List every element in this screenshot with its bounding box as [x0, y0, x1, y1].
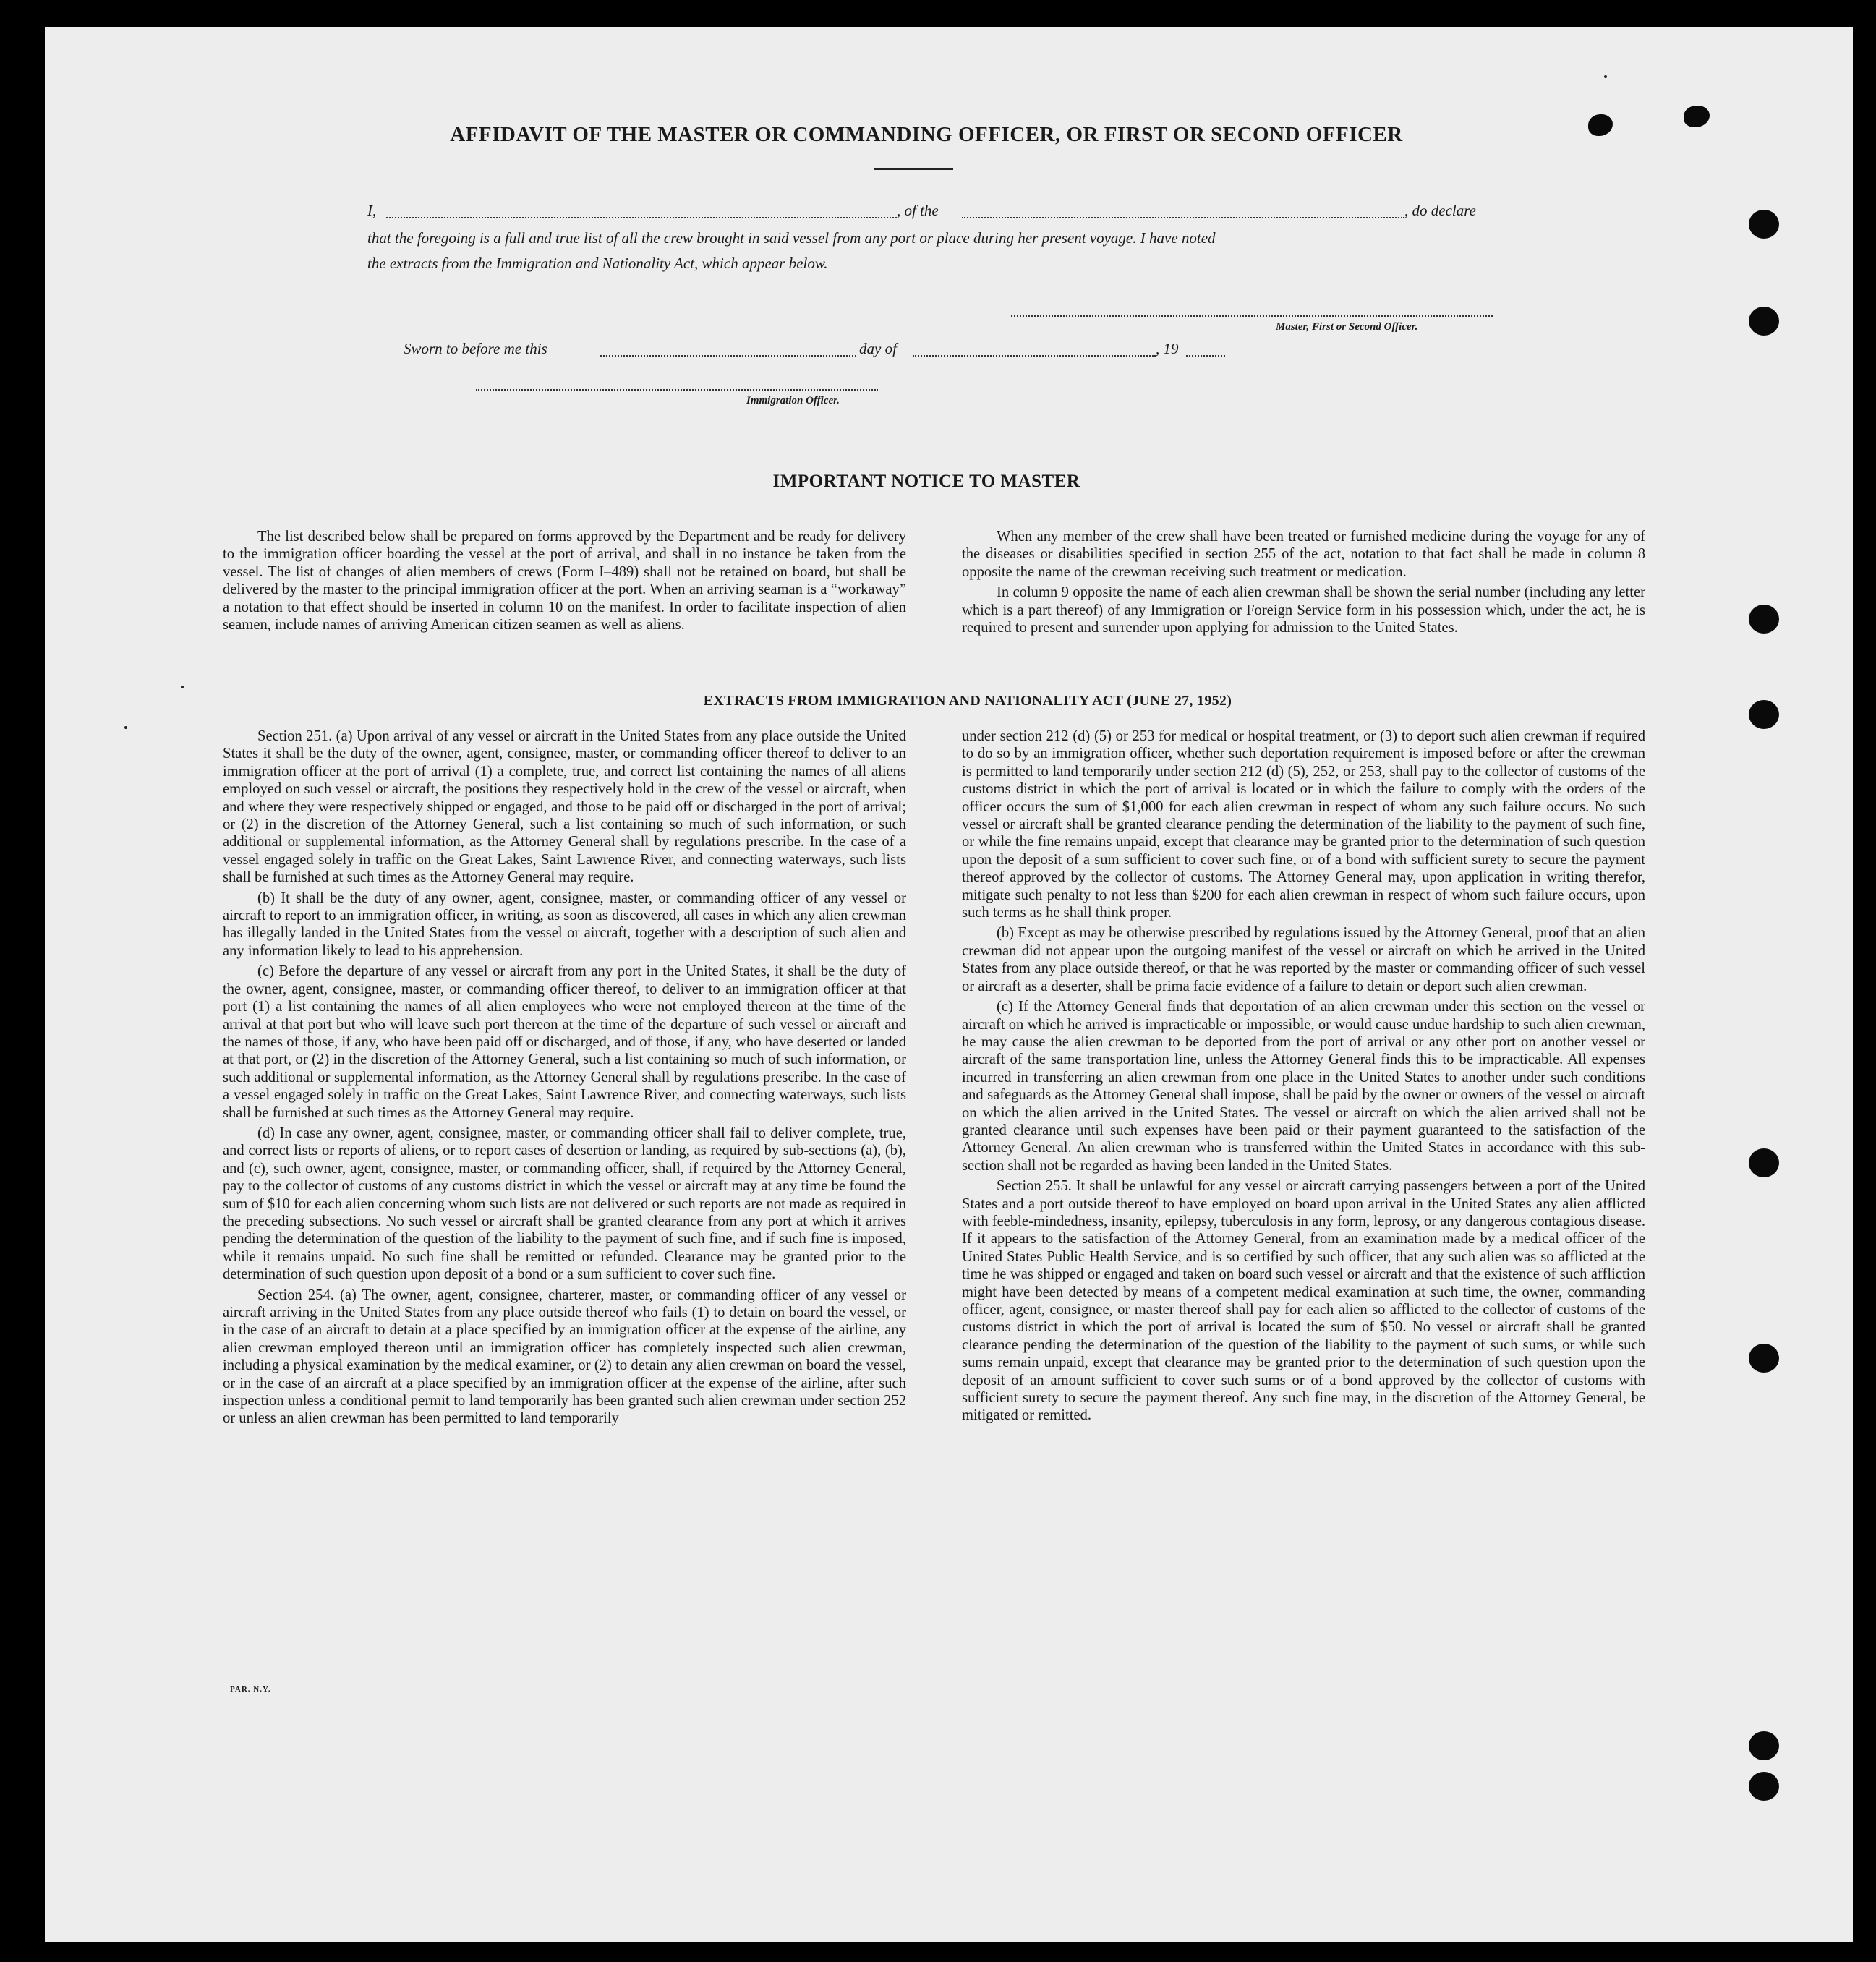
- punch-hole: [1749, 1772, 1779, 1801]
- printer-mark: PAR. N.Y.: [230, 1685, 271, 1694]
- vessel-blank[interactable]: [962, 217, 1404, 218]
- speck: [1604, 75, 1607, 78]
- sworn-before-me: Sworn to before me this: [404, 340, 547, 357]
- sworn-day-blank[interactable]: [600, 355, 856, 357]
- notice-left-column: [223, 528, 906, 636]
- section-254-a-continued: under section 212 (d) (5) or 253 for medical or hospital treatment, or (3) to deport such alien crewman if required to do so by an immigration officer, whether such deportation requirement is imposed before or after the crewman is permitted to land temporarily under section 212 (d) (5), 252, or 253, shall pay to the collector of customs of the customs district in which the port of arrival is located or in which the failure to comply with the orders of the officer occurs the sum of $1,000 for each alien crewman in respect of whom any such failure occurs. No such vessel or aircraft shall be granted clearance pending the determination of the liability to the payment of such fine, or while the fine remains unpaid, except that clearance may be granted prior to the determination of such question upon the deposit of a sum sufficient to cover such fine, or of a bond with sufficient surety to secure the payment thereof approved by the collector of customs. The Attorney General may, upon application in writing therefor, mitigate such penalty to not less than $200 for each alien crewman in respect of whom such failure occurs, upon such terms as he shall think proper.: [962, 728, 1645, 921]
- master-signature-line[interactable]: [1011, 315, 1493, 317]
- section-251-a: Section 251. (a) Upon arrival of any vessel or aircraft in the United States from any place outside the United States it shall be the duty of the owner, agent, consignee, master, or commanding officer thereof to deliver to an immigration officer at the port of arrival (1) a complete, true, and correct list containing the names of all aliens employed on such vessel or aircraft, the positions they respectively hold in the crew of the vessel or aircraft, when and where they were respectively shipped or engaged, and those to be paid off or discharged in the port of arrival; or (2) in the discretion of the Attorney General, such a list containing so much of such information, or such additional or supplemental information, as the Attorney General shall by regulations prescribe. In the case of a vessel engaged solely in traffic on the Great Lakes, Saint Lawrence River, and connecting waterways, such lists shall be furnished at such times as the Attorney General may require.: [223, 728, 906, 886]
- immigration-officer-line[interactable]: [476, 389, 878, 391]
- punch-hole: [1749, 1344, 1779, 1373]
- extracts-title: EXTRACTS FROM IMMIGRATION AND NATIONALITY ACT (JUNE 27, 1952): [703, 693, 1232, 709]
- speck: [181, 686, 184, 688]
- declaration-of-the: , of the: [897, 202, 939, 219]
- punch-hole: [1749, 605, 1779, 634]
- extracts-right-column: [962, 728, 1645, 1428]
- sworn-month-blank[interactable]: [913, 355, 1156, 357]
- notice-right-paragraph-2: In column 9 opposite the name of each alien crewman shall be shown the serial number (including any letter which is a part thereof) of any Immigration or Foreign Service form in his possession which, under the act, he is required to present and surrender upon applying for admission to the United States.: [962, 584, 1645, 636]
- punch-hole: [1749, 210, 1779, 239]
- sworn-year-blank[interactable]: [1186, 355, 1225, 357]
- section-254-a: Section 254. (a) The owner, agent, consignee, charterer, master, or commanding officer of any vessel or aircraft arriving in the United States from any place outside thereof who fails (1) to detain on board the vessel, or in the case of an aircraft to detain at a place specified by an immigration officer at the expense of the airline, any alien crewman employed thereon until an immigration officer has completely inspected such alien crewman, including a physical examination by the medical examiner, or (2) to detain any alien crewman on board the vessel, or in the case of an aircraft at a place specified by an immigration officer at the expense of the airline, after such inspection unless a conditional permit to land temporarily has been granted such alien crewman under section 252 or unless an alien crewman has been permitted to land temporarily: [223, 1287, 906, 1427]
- speck: [124, 726, 127, 729]
- section-255: Section 255. It shall be unlawful for any vessel or aircraft carrying passengers between a port of the United States and a port outside thereof to have employed on board upon arrival in the United States any alien afflicted with feeble-mindedness, insanity, epilepsy, tuberculosis in any form, leprosy, or any dangerous contagious disease. If it appears to the satisfaction of the Attorney General, from an examination made by a medical officer of the United States Public Health Service, and is so certified by such officer, that any such alien was so afflicted at the time he was shipped or engaged and taken on board such vessel or aircraft and that the existence of such affliction might have been detected by means of a competent medical examination at such time, the owner, commanding officer, agent, consignee, or master thereof shall pay for each alien so afflicted to the collector of customs of the customs district in which the port of arrival is located the sum of $50. No vessel or aircraft shall be granted clearance pending the determination of the question of the liability to the payment of such sums, or while such sums remain unpaid, except that clearance may be granted prior to the determination of such question upon the deposit of an amount sufficient to cover such sums or of a bond approved by the collector of customs with sufficient surety to secure the payment thereof. Any such fine may, in the discretion of the Attorney General, be mitigated or remitted.: [962, 1178, 1645, 1424]
- section-254-c: (c) If the Attorney General finds that deportation of an alien crewman under this section on the vessel or aircraft on which he arrived is impracticable or impossible, or would cause undue hardship to such alien crewman, he may cause the alien crewman to be deported from the port of arrival or any other port on another vessel or aircraft of the same transportation line, unless the Attorney General finds this to be impracticable. All expenses incurred in transferring an alien crewman from one place in the United States to another under such conditions and safeguards as the Attorney General shall impose, shall be paid by the owner or owners of the vessel or aircraft on which the alien arrived in the United States. The vessel or aircraft on which the alien arrived shall not be granted clearance until such expenses have been paid or their payment guaranteed to the satisfaction of the Attorney General. An alien crewman who is transferred within the United States in accordance with this sub-section shall not be regarded as having been landed in the United States.: [962, 999, 1645, 1174]
- section-251-b: (b) It shall be the duty of any owner, agent, consignee, master, or commanding officer of any vessel or aircraft to report to an immigration officer, in writing, as soon as discovered, all cases in which any alien crewman has illegally landed in the United States from the vessel or aircraft, together with a description of such alien and any information likely to lead to his apprehension.: [223, 890, 906, 959]
- declaration-line-2: that the foregoing is a full and true list of all the crew brought in said vessel from any port or place during her present voyage. I have noted: [367, 229, 1216, 247]
- punch-hole: [1749, 1731, 1779, 1760]
- immigration-officer-caption: Immigration Officer.: [746, 395, 840, 406]
- sworn-day-of: day of: [859, 340, 897, 357]
- notice-right-paragraph-1: When any member of the crew shall have been treated or furnished medicine during the voyage for any of the diseases or disabilities specified in section 255 of the act, notation to that fact shall be made in column 8 opposite the name of the crewman receiving such treatment or medication.: [962, 529, 1645, 580]
- extracts-left-column: [223, 728, 906, 1430]
- declaration-do-declare: , do declare: [1404, 202, 1476, 219]
- master-signature-caption: Master, First or Second Officer.: [1276, 321, 1418, 333]
- affidavit-title: AFFIDAVIT OF THE MASTER OR COMMANDING OFFICER, OR FIRST OR SECOND OFFICER: [450, 123, 1403, 146]
- notice-left-paragraph: The list described below shall be prepared on forms approved by the Department and be ready for delivery to the immigration officer boarding the vessel at the port of arrival, and shall in no instance be taken from the vessel. The list of changes of alien members of crews (Form I–489) shall not be retained on board, but shall be delivered by the master to the principal immigration officer at the port. When an arriving seaman is a “workaway” a notation to that effect should be inserted in column 10 on the manifest. In order to facilitate inspection of alien seamen, include names of arriving American citizen seamen as well as aliens.: [223, 529, 906, 634]
- notice-title: IMPORTANT NOTICE TO MASTER: [772, 472, 1080, 491]
- punch-hole: [1749, 1148, 1779, 1177]
- declaration-line-3: the extracts from the Immigration and Nationality Act, which appear below.: [367, 255, 828, 272]
- declaration-i: I,: [367, 202, 377, 219]
- punch-hole: [1749, 700, 1779, 729]
- notice-right-column: [962, 528, 1645, 639]
- name-blank[interactable]: [386, 217, 897, 218]
- section-254-b: (b) Except as may be otherwise prescribed by regulations issued by the Attorney General, proof that an alien crewman did not appear upon the outgoing manifest of the vessel or aircraft on which he arrived in the United States from any place outside thereof, or that he was reported by the master or commanding officer of such vessel or aircraft as a deserter, shall be prima facie evidence of a failure to detain or deport such alien crewman.: [962, 925, 1645, 994]
- title-rule: [874, 168, 953, 170]
- section-251-d: (d) In case any owner, agent, consignee, master, or commanding officer shall fail to deliver complete, true, and correct lists or reports of aliens, or to report cases of desertion or landing, as required by sub-sections (a), (b), and (c), such owner, agent, consignee, master, or commanding officer, shall, if required by the Attorney General, pay to the collector of customs of any customs district in which the vessel or aircraft may at any time be found the sum of $10 for each alien concerning whom such lists are not delivered or such reports are not made as required in the preceding subsections. No such vessel or aircraft shall be granted clearance from any port at which it arrives pending the determination of the question of the liability to the payment of such fine, and if such fine is imposed, while it remains unpaid. No such fine shall be remitted or refunded. Clearance may be granted prior to the determination of such question upon deposit of a bond or a sum sufficient to cover such fine.: [223, 1125, 906, 1283]
- punch-hole: [1749, 307, 1779, 336]
- sworn-year-prefix: , 19: [1156, 340, 1179, 357]
- section-251-c: (c) Before the departure of any vessel or aircraft from any port in the United States, it shall be the duty of the owner, agent, consignee, master, or commanding officer thereof, to deliver to an immigration officer at that port (1) a list containing the names of all alien employees who were not employed thereon at the time of the arrival at that port but who will leave such port thereon at the time of the departure of such vessel or aircraft and the names of those, if any, who have been paid off or discharged, and of those, if any, who have deserted or landed at that port, or (2) in the discretion of the Attorney General, such a list containing so much of such information, or such additional or supplemental information, as the Attorney General shall by regulations prescribe. In the case of a vessel engaged solely in traffic on the Great Lakes, Saint Lawrence River, and connecting waterways, such lists shall be furnished at such times as the Attorney General may require.: [223, 963, 906, 1121]
